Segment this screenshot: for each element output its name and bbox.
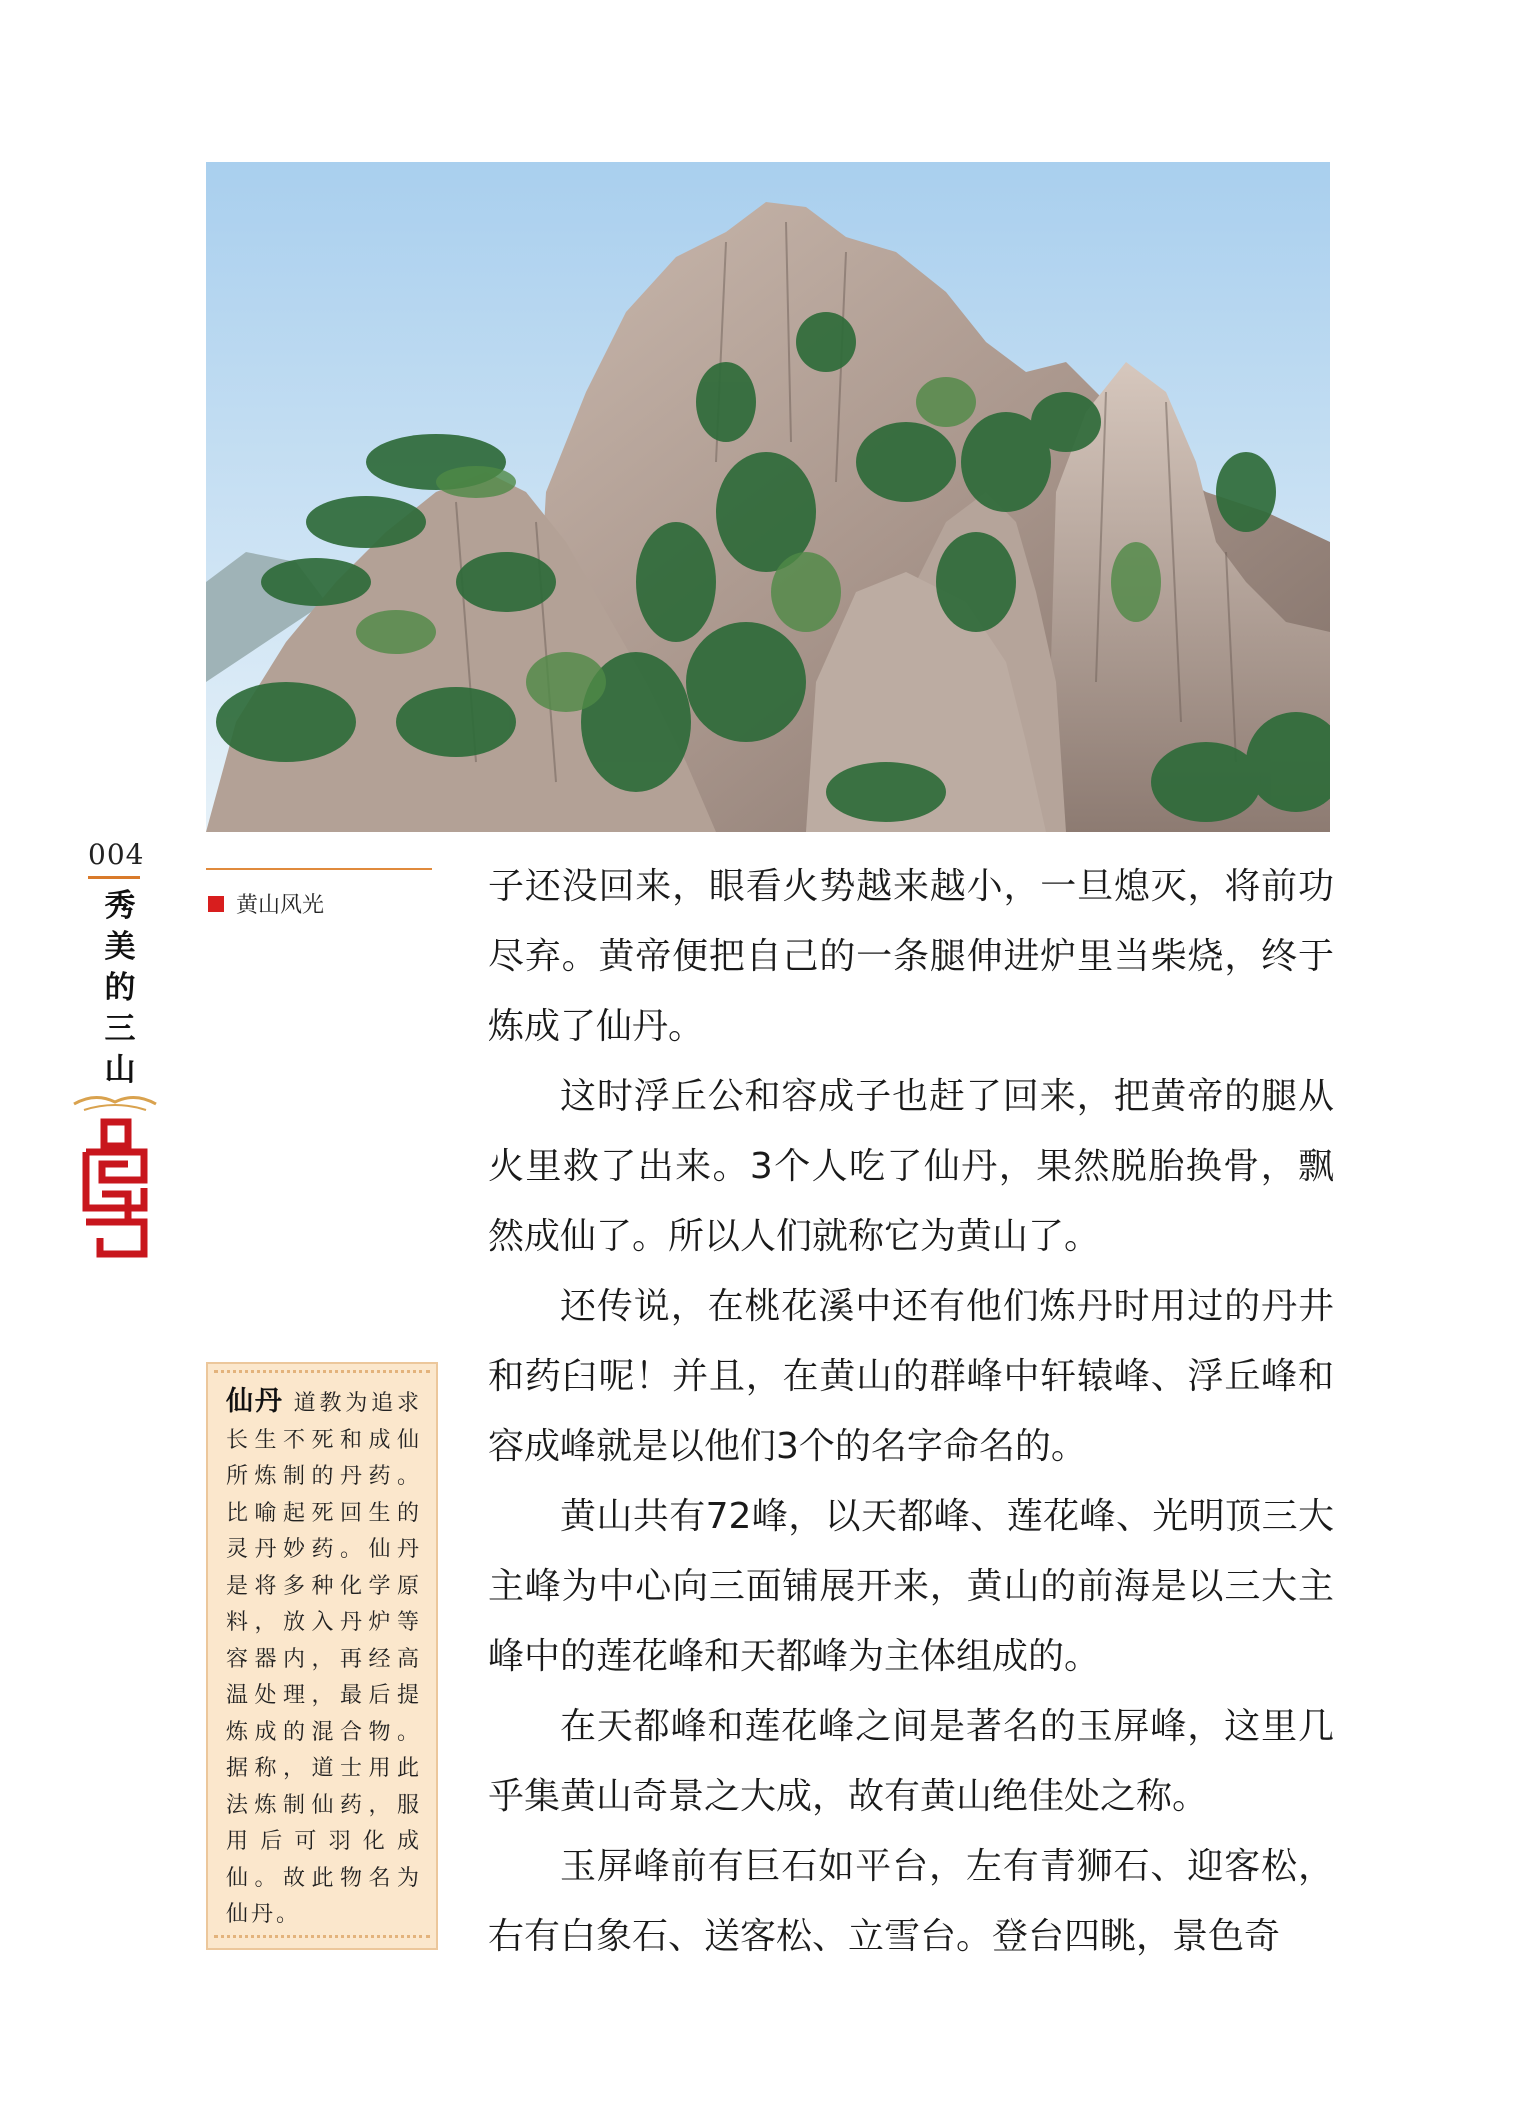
glossary-definition: 道教为追求长生不死和成仙所炼制的丹药。比喻起死回生的灵丹妙药。仙丹是将多种化学原料，放入丹炉等容器内，再经高温处理，最后提炼成的混合物。据称，道士用此法炼制仙药，服用后可羽化成仙。故此物名为仙丹。	[226, 1391, 422, 1927]
glossary-note-text	[226, 1384, 422, 1934]
paragraph: 这时浮丘公和容成子也赶了回来，把黄帝的腿从火里救了出来。3个人吃了仙丹，果然脱胎换骨，飘然成仙了。所以人们就称它为黄山了。	[488, 1076, 1334, 1257]
body-text	[488, 852, 1334, 1972]
photo-caption	[208, 888, 324, 919]
page-number: 004	[88, 838, 145, 871]
paragraph: 还传说，在桃花溪中还有他们炼丹时用过的丹井和药臼呢！并且，在黄山的群峰中轩辕峰、浮丘峰和容成峰就是以他们3个的名字命名的。	[488, 1286, 1334, 1467]
huangshan-photo	[206, 162, 1330, 832]
page-number-rule	[88, 876, 140, 879]
caption-marker	[208, 896, 224, 912]
paragraph: 玉屏峰前有巨石如平台，左有青狮石、迎客松，右有白象石、送客松、立雪台。登台四眺，景色奇	[488, 1846, 1334, 1957]
photo-caption-text: 黄山风光	[236, 893, 325, 918]
paragraph: 黄山共有72峰，以天都峰、莲花峰、光明顶三大主峰为中心向三面铺展开来，黄山的前海是以三大主峰中的莲花峰和天都峰为主体组成的。	[488, 1496, 1334, 1677]
running-title: 秀美的三山	[104, 888, 136, 1088]
fret-ornament-icon	[70, 1090, 160, 1270]
glossary-note	[206, 1362, 438, 1950]
paragraph: 子还没回来，眼看火势越来越小，一旦熄灭，将前功尽弃。黄帝便把自己的一条腿伸进炉里当柴烧，终于炼成了仙丹。	[488, 866, 1334, 1047]
caption-rule	[206, 868, 432, 870]
paragraph: 在天都峰和莲花峰之间是著名的玉屏峰，这里几乎集黄山奇景之大成，故有黄山绝佳处之称。	[488, 1706, 1334, 1817]
glossary-term: 仙丹	[226, 1386, 284, 1417]
